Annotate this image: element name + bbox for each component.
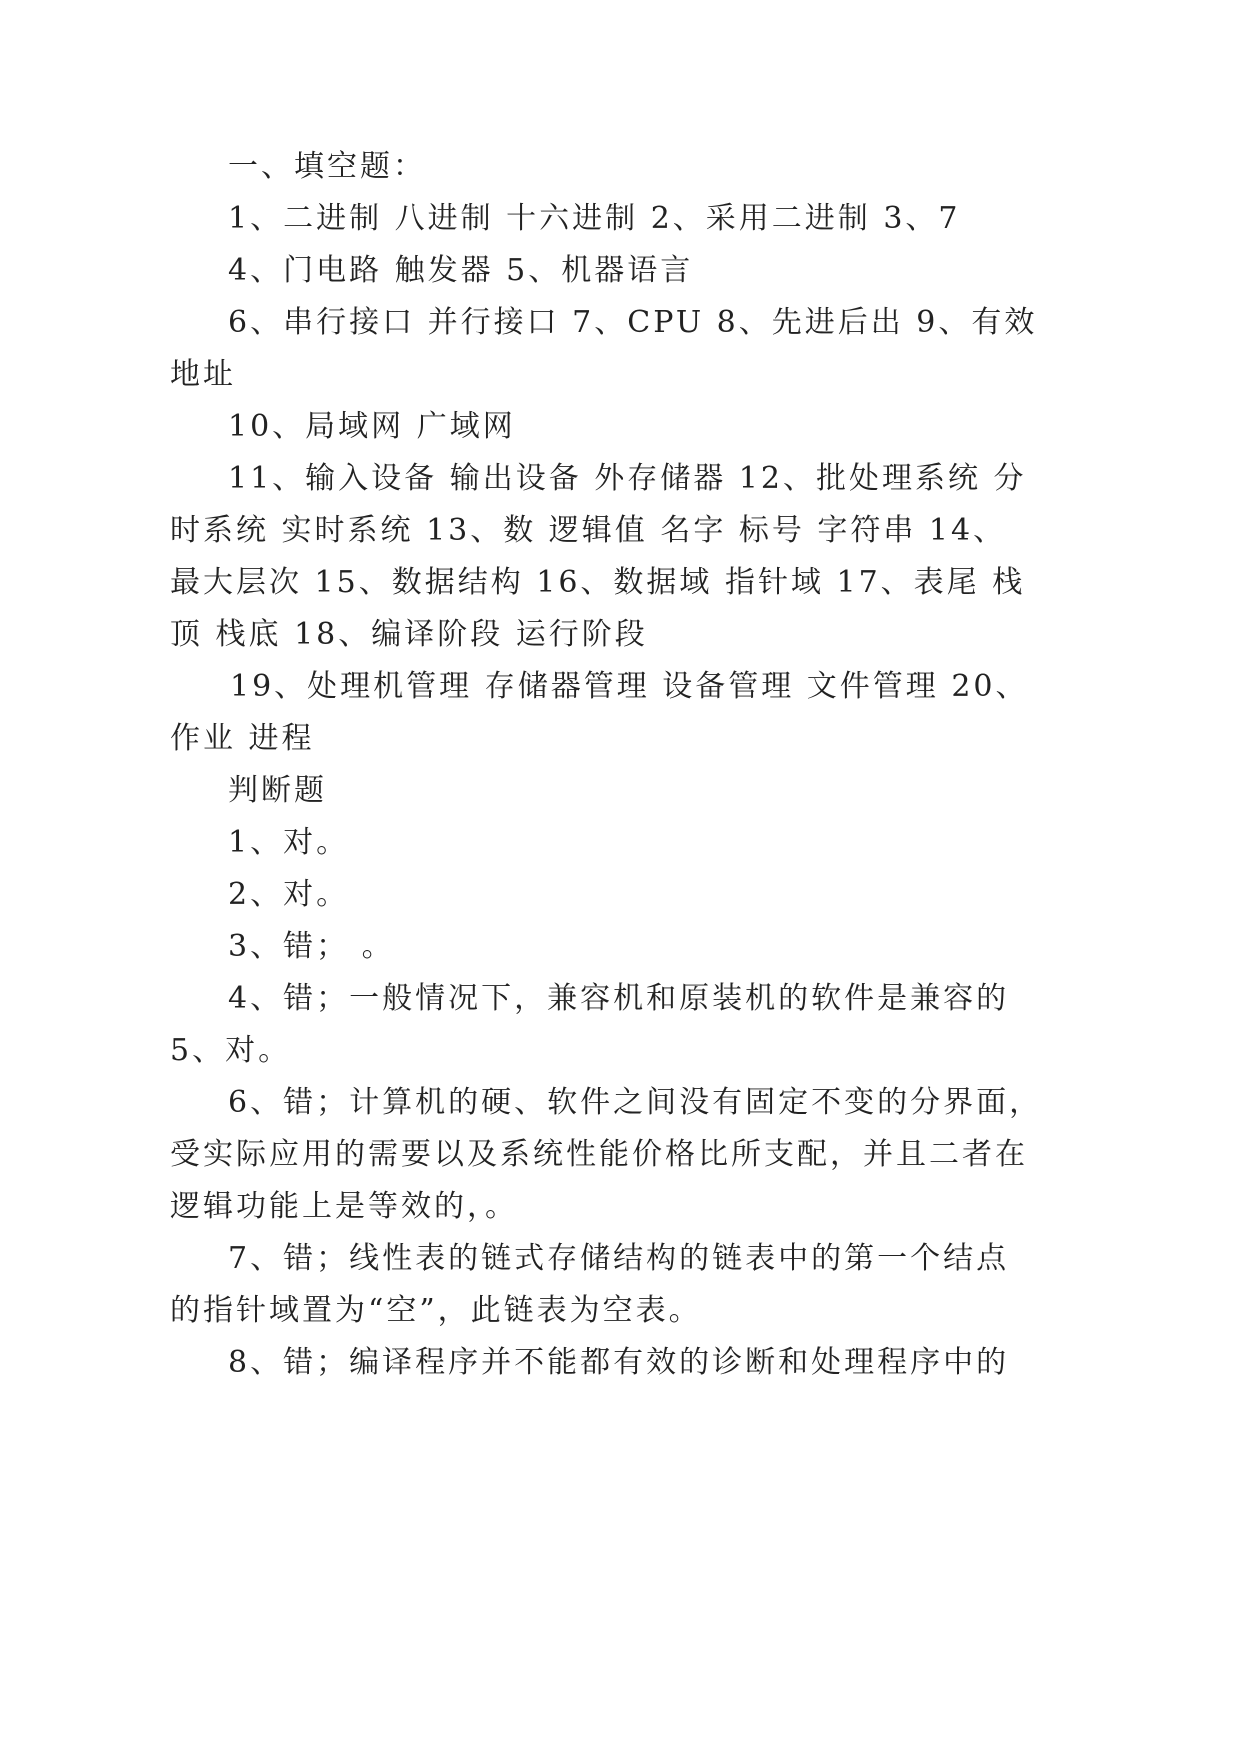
text-line: 逻辑功能上是等效的，。 [170, 1189, 518, 1224]
text-line: 10、局域网 广域网 [228, 409, 516, 444]
text-line: 19、处理机管理 存储器管理 设备管理 文件管理 20、 [230, 669, 1029, 704]
text-line: 时系统 实时系统 13、数 逻辑值 名字 标号 字符串 14、 [170, 513, 1007, 548]
text-line: 最大层次 15、数据结构 16、数据域 指针域 17、表尾 栈 [170, 565, 1026, 600]
text-line: 2、对。 [228, 877, 350, 912]
text-line: 5、对。 [170, 1033, 292, 1068]
text-line: 作业 进程 [170, 721, 315, 756]
text-line: 顶 栈底 18、编译阶段 运行阶段 [170, 617, 648, 652]
section-heading-true-false: 判断题 [228, 773, 327, 808]
text-line: 11、输入设备 输出设备 外存储器 12、批处理系统 分 [228, 461, 1027, 496]
text-line: 7、错；线性表的链式存储结构的链表中的第一个结点 [228, 1241, 1010, 1276]
text-line: 4、错；一般情况下，兼容机和原装机的软件是兼容的 [228, 981, 1010, 1016]
text-line: 受实际应用的需要以及系统性能价格比所支配，并且二者在 [170, 1137, 1028, 1172]
text-line: 的指针域置为“空”，此链表为空表。 [170, 1293, 702, 1328]
text-line: 6、错；计算机的硬、软件之间没有固定不变的分界面， [228, 1085, 1043, 1120]
text-line: 3、错； 。 [228, 929, 395, 964]
text-line: 6、串行接口 并行接口 7、CPU 8、先进后出 9、有效 [228, 305, 1038, 340]
text-line: 1、对。 [228, 825, 350, 860]
section-heading-fill-in-blank: 一、填空题： [228, 149, 426, 184]
text-line: 1、二进制 八进制 十六进制 2、采用二进制 3、7 [228, 201, 961, 236]
text-line: 8、错；编译程序并不能都有效的诊断和处理程序中的 [228, 1345, 1010, 1380]
text-line: 地址 [170, 357, 236, 392]
text-line: 4、门电路 触发器 5、机器语言 [228, 253, 694, 288]
